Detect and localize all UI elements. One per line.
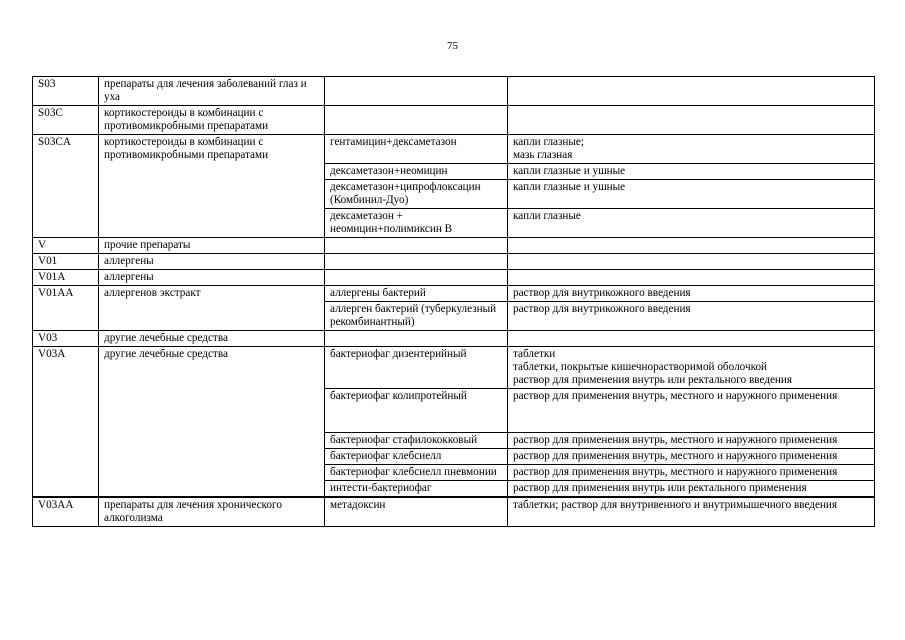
group-name: кортикостероиды в комбинации с противомикробными препаратами: [99, 135, 325, 238]
dosage-forms: капли глазные: [508, 209, 875, 238]
group-name: прочие препараты: [99, 238, 325, 254]
dosage-forms: раствор для применения внутрь или ректального применения: [508, 481, 875, 498]
group-name: аллергенов экстракт: [99, 286, 325, 331]
group-name: другие лечебные средства: [99, 347, 325, 498]
atc-code: V01AA: [33, 286, 99, 331]
drug-name: [325, 77, 508, 106]
atc-code: V03: [33, 331, 99, 347]
dosage-forms: капли глазные и ушные: [508, 180, 875, 209]
drug-table: [32, 76, 875, 527]
drug-name: [325, 270, 508, 286]
page-number: 75: [447, 40, 458, 52]
dosage-forms: раствор для внутрикожного введения: [508, 286, 875, 302]
dosage-forms: раствор для применения внутрь, местного и наружного применения: [508, 433, 875, 449]
dosage-form: раствор для применения внутрь или ректального введения: [513, 374, 793, 386]
atc-code: V: [33, 238, 99, 254]
group-name: другие лечебные средства: [99, 331, 325, 347]
drug-name: [325, 331, 508, 347]
atc-code: V01A: [33, 270, 99, 286]
table-row: [33, 286, 875, 302]
drug-name: гентамицин+дексаметазон: [325, 135, 508, 164]
dosage-form: капли глазные;: [513, 136, 585, 148]
drug-name: дексаметазон + неомицин+полимиксин B: [325, 209, 508, 238]
table-row: [33, 270, 875, 286]
group-name: аллергены: [99, 254, 325, 270]
dosage-forms: [508, 238, 875, 254]
atc-code: V03AA: [33, 497, 99, 527]
dosage-forms: раствор для внутрикожного введения: [508, 302, 875, 331]
table-row: [33, 331, 875, 347]
drug-name: дексаметазон+неомицин: [325, 164, 508, 180]
drug-name: [325, 254, 508, 270]
dosage-form: мазь глазная: [513, 149, 573, 161]
dosage-forms: раствор для применения внутрь, местного и наружного применения: [508, 465, 875, 481]
drug-name: [325, 238, 508, 254]
dosage-forms: [508, 106, 875, 135]
table-row: [33, 347, 875, 389]
drug-name: интести-бактериофаг: [325, 481, 508, 498]
dosage-form: таблетки, покрытые кишечнорастворимой оболочкой: [513, 361, 768, 373]
dosage-forms: [508, 270, 875, 286]
dosage-forms: [508, 77, 875, 106]
group-name: аллергены: [99, 270, 325, 286]
atc-code: V03A: [33, 347, 99, 498]
group-name: препараты для лечения заболеваний глаз и уха: [99, 77, 325, 106]
drug-name: бактериофаг дизентерийный: [325, 347, 508, 389]
dosage-forms: [508, 347, 875, 389]
table-row: [33, 135, 875, 164]
dosage-forms: [508, 254, 875, 270]
group-name: препараты для лечения хронического алкоголизма: [99, 497, 325, 527]
dosage-forms: [508, 135, 875, 164]
drug-name: дексаметазон+ципрофлоксацин (Комбинил-Дуо): [325, 180, 508, 209]
dosage-forms: капли глазные и ушные: [508, 164, 875, 180]
atc-code: S03CA: [33, 135, 99, 238]
table-row: [33, 106, 875, 135]
atc-code: S03C: [33, 106, 99, 135]
table-row: [33, 254, 875, 270]
drug-name: бактериофаг клебсиелл: [325, 449, 508, 465]
drug-name: бактериофаг колипротейный: [325, 389, 508, 433]
atc-code: V01: [33, 254, 99, 270]
table-row: [33, 77, 875, 106]
drug-name: бактериофаг стафилококковый: [325, 433, 508, 449]
dosage-forms: раствор для применения внутрь, местного и наружного применения: [508, 389, 875, 433]
atc-code: S03: [33, 77, 99, 106]
drug-name: бактериофаг клебсиелл пневмонии: [325, 465, 508, 481]
dosage-forms: раствор для применения внутрь, местного и наружного применения: [508, 449, 875, 465]
drug-name: аллерген бактерий (туберкулезный рекомбинантный): [325, 302, 508, 331]
drug-name: метадоксин: [325, 497, 508, 527]
table-row: [33, 238, 875, 254]
table-row: [33, 497, 875, 527]
dosage-form: таблетки: [513, 348, 556, 360]
dosage-forms: [508, 331, 875, 347]
group-name: кортикостероиды в комбинации с противомикробными препаратами: [99, 106, 325, 135]
dosage-forms: таблетки; раствор для внутривенного и внутримышечного введения: [508, 497, 875, 527]
drug-name: аллергены бактерий: [325, 286, 508, 302]
drug-name: [325, 106, 508, 135]
